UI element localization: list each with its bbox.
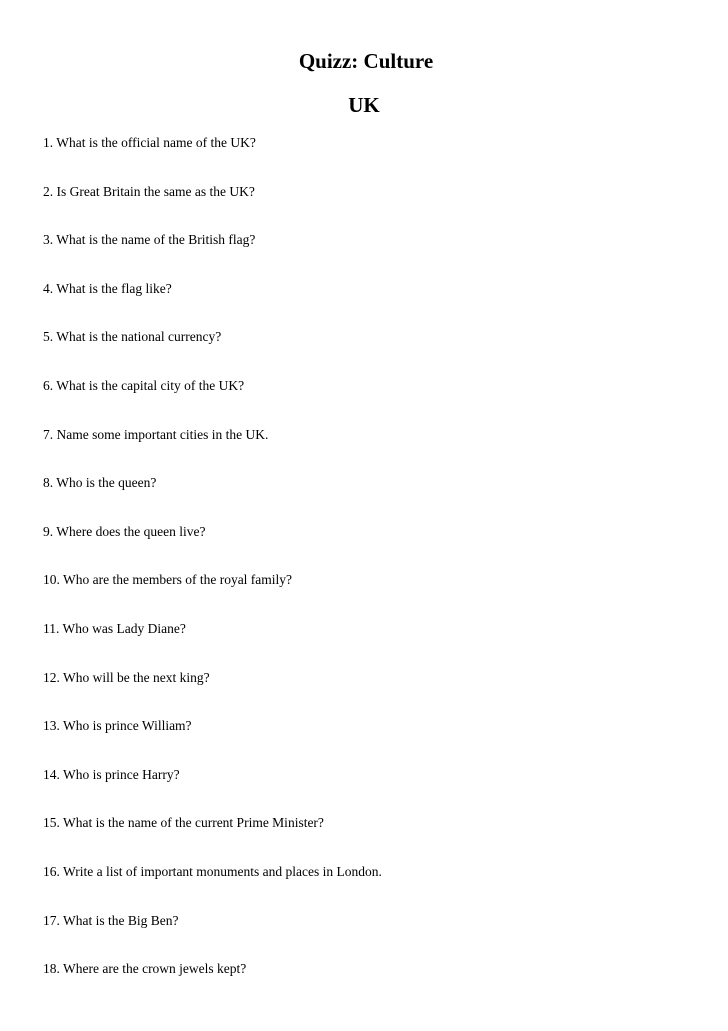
question-item: 5. What is the national currency? bbox=[43, 329, 222, 345]
question-item: 16. Write a list of important monuments and places in London. bbox=[43, 863, 382, 879]
document-title-text: Quizz: Culture bbox=[298, 49, 434, 73]
document-subtitle: UK bbox=[348, 93, 380, 117]
question-item: 2. Is Great Britain the same as the UK? bbox=[43, 183, 255, 199]
question-item: 14. Who is prince Harry? bbox=[43, 766, 180, 782]
question-item: 12. Who will be the next king? bbox=[43, 669, 210, 685]
question-item: 17. What is the Big Ben? bbox=[43, 912, 179, 928]
question-item: 7. Name some important cities in the UK. bbox=[43, 426, 269, 442]
question-item: 4. What is the flag like? bbox=[43, 280, 172, 296]
question-item: 13. Who is prince William? bbox=[43, 718, 192, 734]
question-item: 11. Who was Lady Diane? bbox=[43, 620, 186, 636]
question-item: 15. What is the name of the current Prime Minister? bbox=[43, 815, 324, 831]
question-item: 1. What is the official name of the UK? bbox=[43, 135, 256, 150]
question-item: 10. Who are the members of the royal family? bbox=[43, 572, 293, 588]
question-item: 18. Where are the crown jewels kept? bbox=[43, 961, 247, 977]
question-list bbox=[43, 133, 382, 1008]
question-item: 3. What is the name of the British flag? bbox=[43, 232, 256, 248]
question-item: 8. Who is the queen? bbox=[43, 475, 157, 491]
question-item: 9. Where does the queen live? bbox=[43, 523, 206, 539]
document-title bbox=[0, 49, 728, 73]
question-item: 6. What is the capital city of the UK? bbox=[43, 377, 245, 393]
